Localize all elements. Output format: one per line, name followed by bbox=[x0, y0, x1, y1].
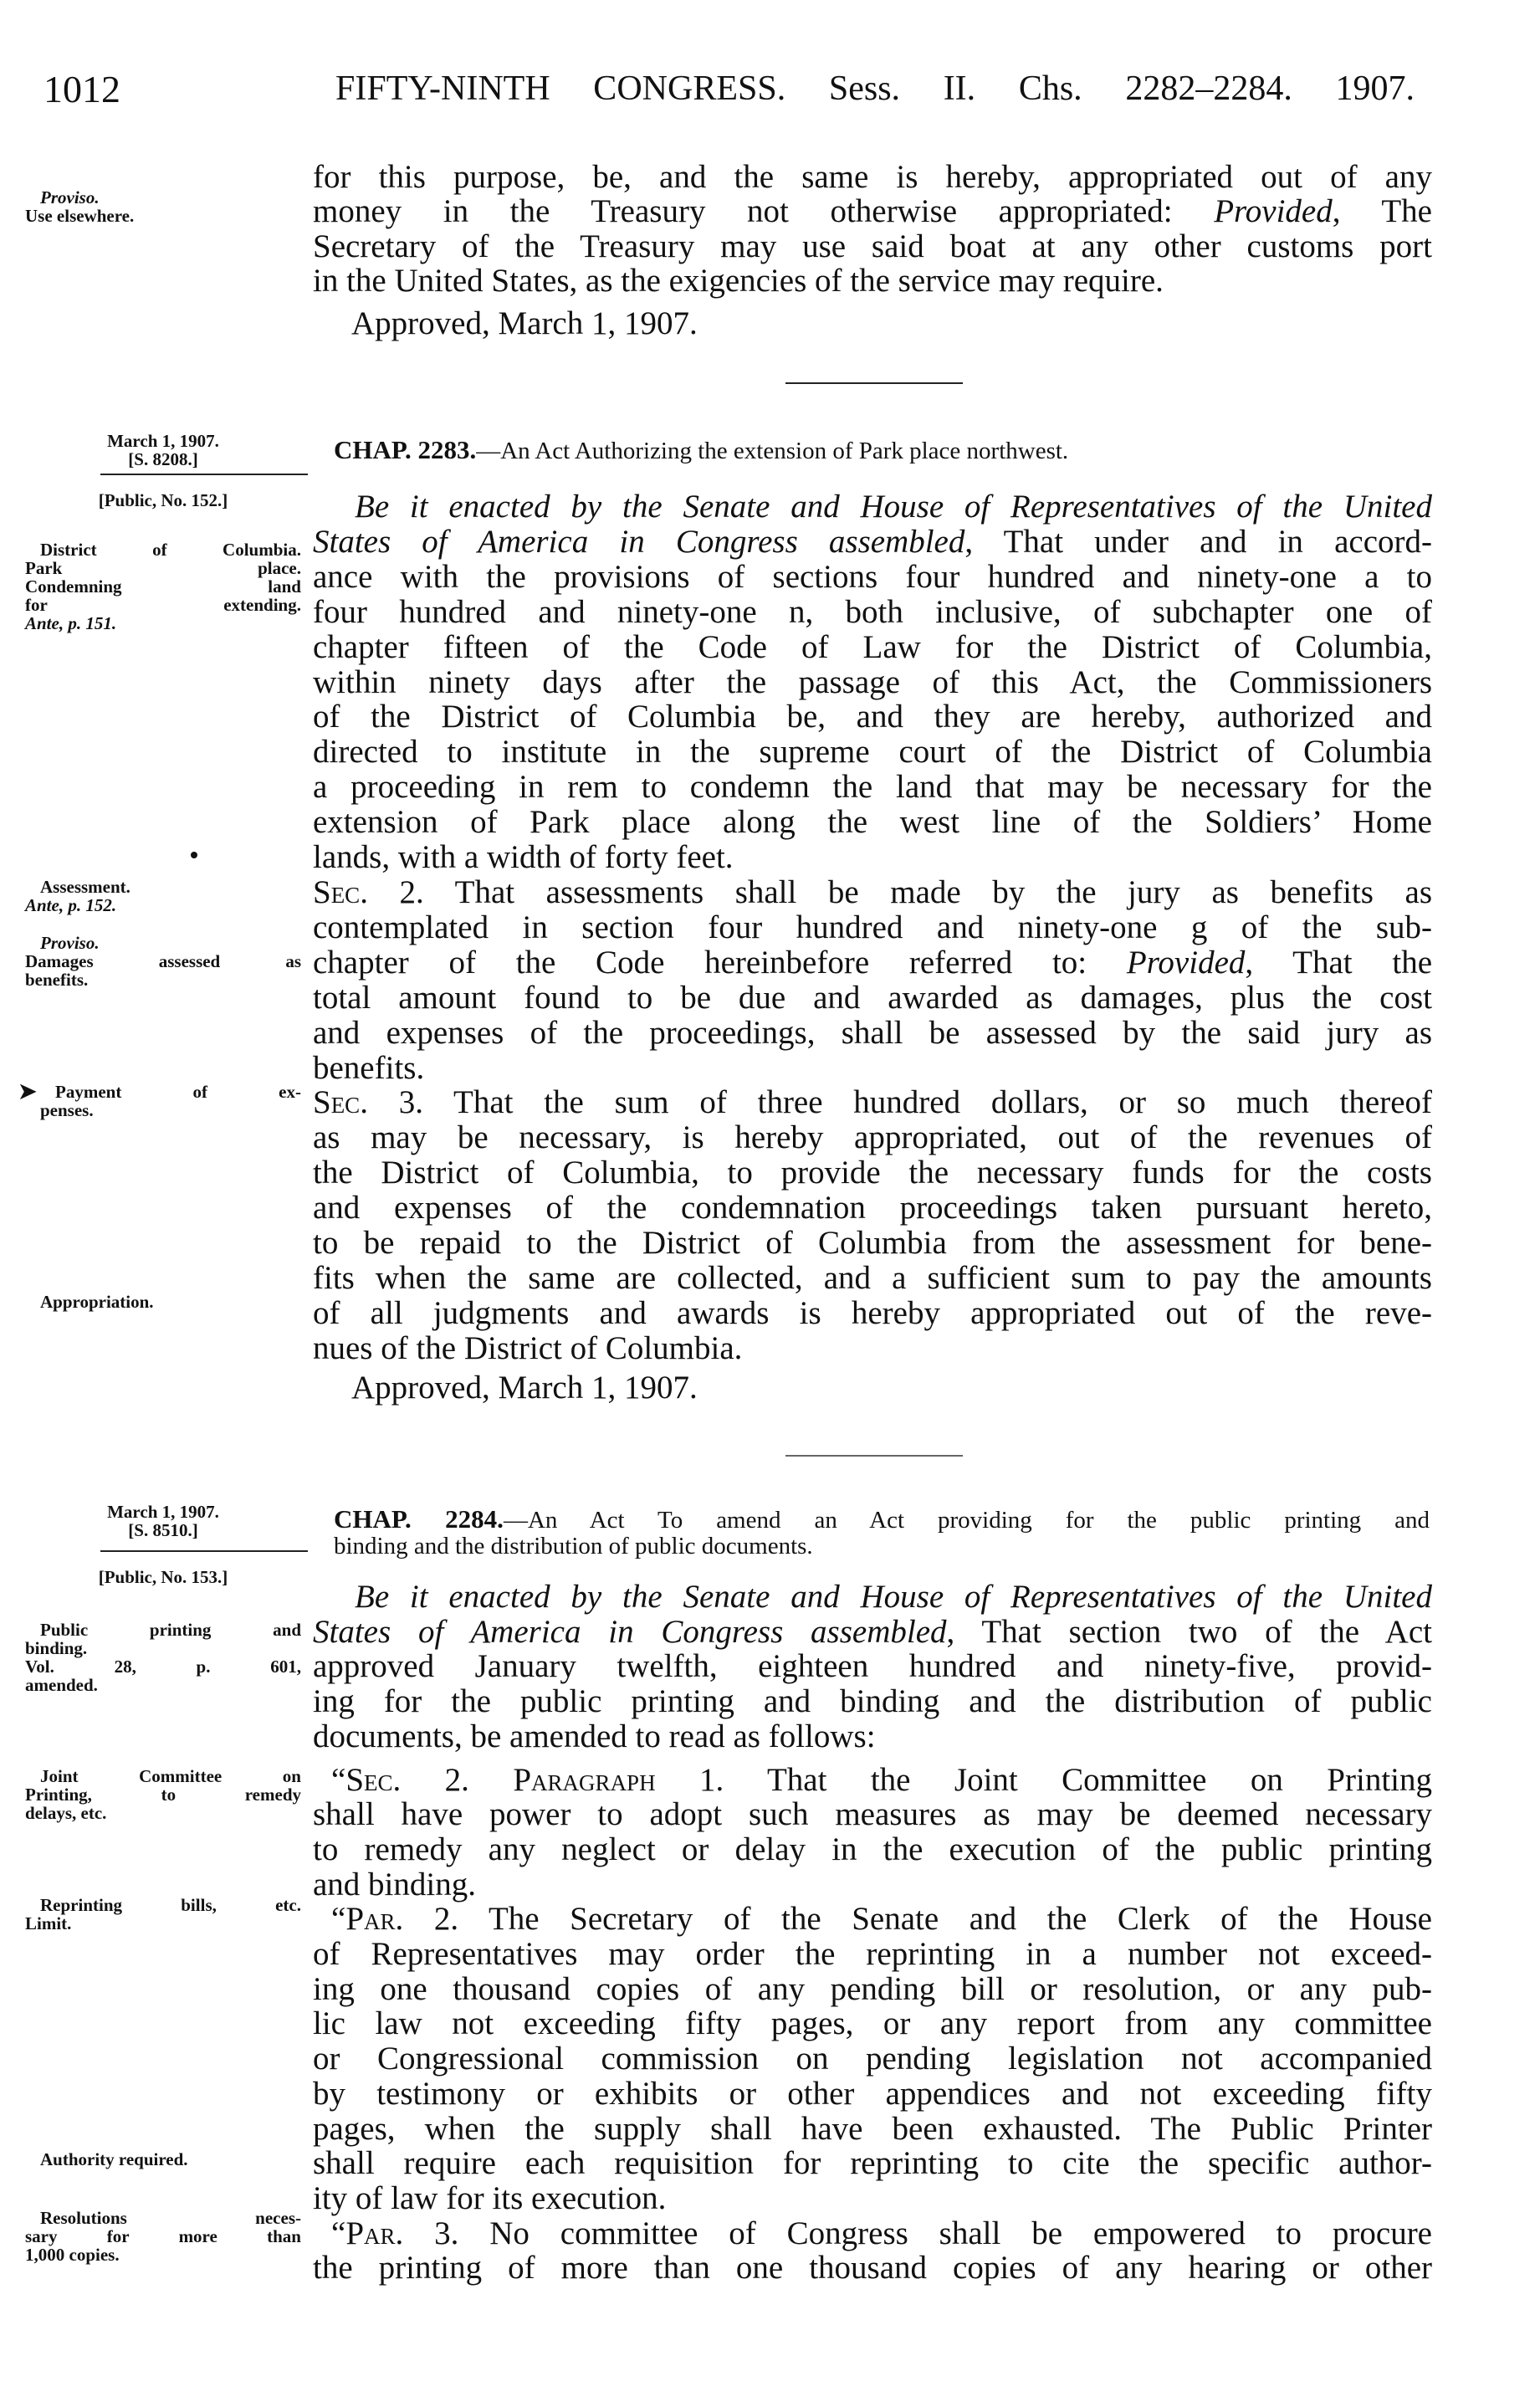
text-run: and expenses of the proceedings, shall be assessed by the said jury as bbox=[313, 1014, 1432, 1051]
text-line bbox=[313, 1615, 1432, 1650]
text-line bbox=[313, 160, 1432, 194]
text-run: within ninety days after the passage of this Act, the Commissioners bbox=[313, 663, 1432, 700]
chapter-2283-text bbox=[313, 489, 1432, 1366]
text-run: , That under and in accord- bbox=[964, 523, 1432, 560]
text-line bbox=[313, 735, 1432, 770]
text-line bbox=[313, 1867, 1432, 1903]
text-run: approved January twelfth, eighteen hundred and ninety-five, provid- bbox=[313, 1648, 1432, 1685]
margin-note-assessment bbox=[25, 878, 301, 914]
text-line bbox=[313, 699, 1432, 735]
text-run: Be it enacted by the Senate and House of Representatives of the United bbox=[355, 489, 1432, 525]
date: March 1, 1907. bbox=[107, 1502, 219, 1522]
text-run: Sec. bbox=[313, 1084, 368, 1121]
text-run: , The bbox=[1332, 193, 1432, 230]
bill-number: [S. 8208.] bbox=[128, 449, 198, 469]
text-run: “ bbox=[331, 2215, 346, 2251]
margin-divider bbox=[100, 1550, 308, 1552]
text-run: of the District of Columbia be, and they are hereby, authorized and bbox=[313, 699, 1432, 735]
text-line bbox=[334, 1506, 1430, 1534]
margin-note-line: Payment of ex- bbox=[55, 1082, 301, 1102]
text-line bbox=[313, 2041, 1432, 2077]
margin-note-proviso bbox=[25, 188, 301, 225]
public-no: [Public, No. 153.] bbox=[98, 1567, 228, 1587]
text-run: and binding. bbox=[313, 1866, 476, 1903]
margin-note-reprinting bbox=[25, 1896, 301, 1933]
section-divider bbox=[785, 1455, 963, 1457]
text-run: chapter fifteen of the Code of Law for the District of Columbia, bbox=[313, 628, 1432, 665]
text-line bbox=[313, 1937, 1432, 1972]
text-run: ity of law for its execution. bbox=[313, 2179, 667, 2216]
text-line bbox=[313, 194, 1432, 228]
text-run: chapter of the Code hereinbefore referred to: bbox=[313, 944, 1127, 981]
text-run: four hundred and ninety-one n, both inclusive, of subchapter one of bbox=[313, 593, 1432, 630]
text-line bbox=[313, 1296, 1432, 1331]
margin-note-resolutions bbox=[25, 2209, 301, 2264]
text-run: Par. bbox=[345, 1901, 404, 1938]
text-run: money in the Treasury not otherwise appropriated: bbox=[313, 193, 1215, 230]
text-line bbox=[313, 264, 1432, 298]
text-run: and expenses of the condemnation proceedings taken pursuant hereto, bbox=[313, 1190, 1432, 1227]
text-run: States of America in Congress assembled bbox=[313, 523, 965, 560]
text-run: 1. That the Joint Committee on Printing bbox=[655, 1761, 1432, 1798]
text-line bbox=[313, 2112, 1432, 2147]
text-run: “ bbox=[331, 1901, 346, 1938]
text-run: ing for the public printing and binding and the distribution of public bbox=[313, 1683, 1432, 1720]
text-line bbox=[313, 875, 1432, 910]
approval-line: Approved, March 1, 1907. bbox=[351, 1370, 698, 1406]
text-line bbox=[313, 1085, 1432, 1120]
margin-note-public-printing bbox=[25, 1621, 301, 1694]
stray-dot bbox=[191, 852, 197, 858]
text-run: in the United States, as the exigencies of the service may require. bbox=[313, 263, 1164, 300]
text-run: Sec. bbox=[313, 873, 368, 910]
text-line bbox=[313, 2216, 1432, 2251]
bill-number: [S. 8510.] bbox=[128, 1520, 198, 1540]
margin-note-line: amended. bbox=[25, 1675, 98, 1695]
text-run: CHAP. 2283. bbox=[334, 435, 477, 464]
text-run: fits when the same are collected, and a sufficient sum to pay the amounts bbox=[313, 1259, 1432, 1296]
text-line bbox=[313, 1580, 1432, 1615]
text-line bbox=[313, 1902, 1432, 1937]
text-line bbox=[313, 229, 1432, 264]
margin-note-line: Proviso. bbox=[40, 933, 100, 953]
chapter-2284-text bbox=[313, 1580, 1432, 2286]
text-line bbox=[313, 1016, 1432, 1051]
text-line bbox=[313, 1051, 1432, 1086]
margin-note-district bbox=[25, 540, 301, 632]
text-run: Be it enacted by the Senate and House of Representatives of the United bbox=[355, 1579, 1432, 1615]
text-line bbox=[313, 1226, 1432, 1261]
chapter-heading bbox=[334, 1506, 1430, 1559]
text-line bbox=[313, 560, 1432, 595]
text-line bbox=[313, 1331, 1432, 1366]
margin-note-line: Use elsewhere. bbox=[25, 206, 135, 226]
margin-note-authority bbox=[25, 2150, 301, 2169]
text-run: Provided bbox=[1126, 944, 1246, 981]
margin-note-appropriation bbox=[25, 1293, 301, 1311]
margin-note-line: penses. bbox=[40, 1100, 94, 1120]
text-line bbox=[313, 1155, 1432, 1191]
section-divider bbox=[785, 382, 963, 384]
chapter-date bbox=[25, 432, 301, 469]
text-line bbox=[334, 437, 1430, 464]
margin-note-joint-committee bbox=[25, 1767, 301, 1822]
text-run: —An Act Authorizing the extension of Park place northwest. bbox=[476, 438, 1069, 464]
text-line bbox=[313, 1261, 1432, 1296]
text-run: to remedy any neglect or delay in the execution of the public printing bbox=[313, 1831, 1432, 1867]
text-line bbox=[313, 1191, 1432, 1226]
approval-line: Approved, March 1, 1907. bbox=[351, 305, 698, 341]
text-line bbox=[313, 2146, 1432, 2181]
margin-note-line: Damages assessed as bbox=[25, 951, 301, 971]
text-run: Par. bbox=[345, 2215, 404, 2251]
margin-note-payment bbox=[40, 1083, 301, 1119]
text-line bbox=[313, 805, 1432, 840]
margin-note-line: Appropriation. bbox=[40, 1292, 154, 1312]
text-run: ing one thousand copies of any pending bill or resolution, or any pub- bbox=[313, 1970, 1432, 2007]
text-run: lands, with a width of forty feet. bbox=[313, 839, 734, 876]
page-number: 1012 bbox=[43, 68, 120, 110]
text-run: for this purpose, be, and the same is hereby, appropriated out of any bbox=[313, 159, 1432, 195]
text-run: directed to institute in the supreme court of the District of Columbia bbox=[313, 734, 1432, 771]
text-run: to be repaid to the District of Columbia from the assessment for bene- bbox=[313, 1225, 1432, 1262]
margin-note-line: Assessment. bbox=[40, 877, 130, 897]
text-line bbox=[313, 1684, 1432, 1719]
margin-note-line: binding. bbox=[25, 1638, 88, 1658]
text-line bbox=[313, 1719, 1432, 1754]
chapter-heading bbox=[334, 437, 1430, 464]
text-run: Secretary of the Treasury may use said boat at any other customs port bbox=[313, 228, 1432, 264]
text-line bbox=[334, 1534, 1430, 1559]
text-run: or Congressional commission on pending legislation not accompanied bbox=[313, 2041, 1432, 2077]
text-line bbox=[313, 1797, 1432, 1832]
chapter-date bbox=[25, 1503, 301, 1539]
margin-note-line: Proviso. bbox=[40, 187, 100, 207]
prior-section-text bbox=[313, 160, 1432, 299]
date: March 1, 1907. bbox=[107, 431, 219, 451]
public-law-number bbox=[25, 491, 301, 510]
text-run: —An Act To amend an Act providing for the public printing and bbox=[503, 1507, 1430, 1534]
text-run: 3. No committee of Congress shall be empowered to procure bbox=[403, 2215, 1432, 2251]
margin-note-line: benefits. bbox=[25, 970, 89, 990]
text-run: ance with the provisions of sections four hundred and ninety-one a to bbox=[313, 558, 1432, 595]
text-line bbox=[313, 2077, 1432, 2112]
text-run: extension of Park place along the west line of the Soldiers’ Home bbox=[313, 804, 1432, 841]
margin-note-line: Limit. bbox=[25, 1913, 72, 1933]
margin-note-line: 1,000 copies. bbox=[25, 2245, 120, 2265]
margin-note-line: Ante, p. 151. bbox=[25, 613, 117, 633]
text-run: of all judgments and awards is hereby appropriated out of the reve- bbox=[313, 1294, 1432, 1331]
margin-note-line: Condemning land bbox=[25, 576, 301, 597]
text-line bbox=[313, 1832, 1432, 1867]
text-line bbox=[313, 910, 1432, 945]
text-run: shall have power to adopt such measures as may be deemed necessary bbox=[313, 1796, 1432, 1833]
text-run: documents, be amended to read as follows: bbox=[313, 1718, 876, 1754]
margin-note-line: Vol. 28, p. 601, bbox=[25, 1657, 301, 1677]
text-run: the District of Columbia, to provide the necessary funds for the costs bbox=[313, 1155, 1432, 1191]
margin-note-line: Printing, to remedy bbox=[25, 1785, 301, 1805]
text-line bbox=[313, 2181, 1432, 2216]
text-run: 2. bbox=[401, 1761, 514, 1798]
text-line bbox=[313, 489, 1432, 525]
margin-note-line: Public printing and bbox=[40, 1620, 301, 1640]
text-line bbox=[313, 1763, 1432, 1798]
text-run: lic law not exceeding fifty pages, or any report from any committee bbox=[313, 2005, 1432, 2042]
text-line bbox=[313, 665, 1432, 700]
text-run: Sec. bbox=[345, 1761, 402, 1798]
text-run: States of America in Congress assembled bbox=[313, 1613, 947, 1650]
text-line bbox=[313, 840, 1432, 875]
text-run: Provided bbox=[1214, 193, 1333, 230]
margin-divider bbox=[100, 474, 308, 475]
text-line bbox=[313, 770, 1432, 805]
text-run: “ bbox=[331, 1761, 346, 1798]
text-run: pages, when the supply shall have been exhausted. The Public Printer bbox=[313, 2110, 1432, 2147]
text-run: of Representatives may order the reprinting in a number not exceed- bbox=[313, 1936, 1432, 1973]
public-no: [Public, No. 152.] bbox=[98, 490, 228, 510]
text-line bbox=[313, 1649, 1432, 1684]
text-run: as may be necessary, is hereby appropriated, out of the revenues of bbox=[313, 1119, 1432, 1156]
margin-note-line: Resolutions neces- bbox=[40, 2208, 301, 2228]
text-line bbox=[313, 2006, 1432, 2041]
text-run: CHAP. 2284. bbox=[334, 1504, 504, 1534]
public-law-number bbox=[25, 1568, 301, 1586]
text-run: Paragraph bbox=[513, 1761, 656, 1798]
margin-note-line: Reprinting bills, etc. bbox=[40, 1895, 301, 1915]
text-run: 2. The Secretary of the Senate and the Clerk of the House bbox=[403, 1901, 1432, 1938]
text-line bbox=[313, 630, 1432, 665]
margin-note-proviso-damages bbox=[25, 934, 301, 989]
text-run: shall require each requisition for reprinting to cite the specific author- bbox=[313, 2145, 1432, 2182]
text-run: binding and the distribution of public documents. bbox=[334, 1533, 813, 1559]
margin-note-line: delays, etc. bbox=[25, 1803, 107, 1823]
hand-mark-icon: ➤ bbox=[18, 1079, 37, 1104]
text-run: a proceeding in rem to condemn the land that may be necessary for the bbox=[313, 769, 1432, 806]
text-line bbox=[313, 1120, 1432, 1155]
margin-note-line: Ante, p. 152. bbox=[25, 895, 117, 915]
text-line bbox=[313, 525, 1432, 560]
margin-note-line: for extending. bbox=[25, 595, 301, 615]
text-run: the printing of more than one thousand copies of any hearing or other bbox=[313, 2250, 1432, 2287]
text-run: by testimony or exhibits or other appendices and not exceeding fifty bbox=[313, 2075, 1432, 2112]
text-run: nues of the District of Columbia. bbox=[313, 1329, 743, 1366]
text-line bbox=[313, 595, 1432, 630]
text-run: , That section two of the Act bbox=[946, 1613, 1432, 1650]
margin-note-line: sary for more than bbox=[25, 2226, 301, 2246]
running-title: FIFTY-NINTH CONGRESS. Sess. II. Chs. 2282–2284. 1907. bbox=[335, 69, 1415, 108]
text-line bbox=[313, 1972, 1432, 2007]
text-run: 3. That the sum of three hundred dollars, or so much thereof bbox=[367, 1084, 1432, 1121]
margin-note-line: Authority required. bbox=[40, 2149, 188, 2169]
text-run: 2. That assessments shall be made by the jury as benefits as bbox=[367, 873, 1432, 910]
margin-note-line: Joint Committee on bbox=[40, 1766, 301, 1786]
margin-note-line: District of Columbia. bbox=[40, 540, 301, 560]
text-line bbox=[313, 2251, 1432, 2286]
margin-note-line: Park place. bbox=[25, 558, 301, 578]
text-run: contemplated in section four hundred and ninety-one g of the sub- bbox=[313, 909, 1432, 945]
text-run: benefits. bbox=[313, 1049, 425, 1086]
text-run: total amount found to be due and awarded as damages, plus the cost bbox=[313, 979, 1432, 1016]
text-line bbox=[313, 981, 1432, 1016]
text-run: , That the bbox=[1245, 944, 1432, 981]
text-line bbox=[313, 945, 1432, 981]
